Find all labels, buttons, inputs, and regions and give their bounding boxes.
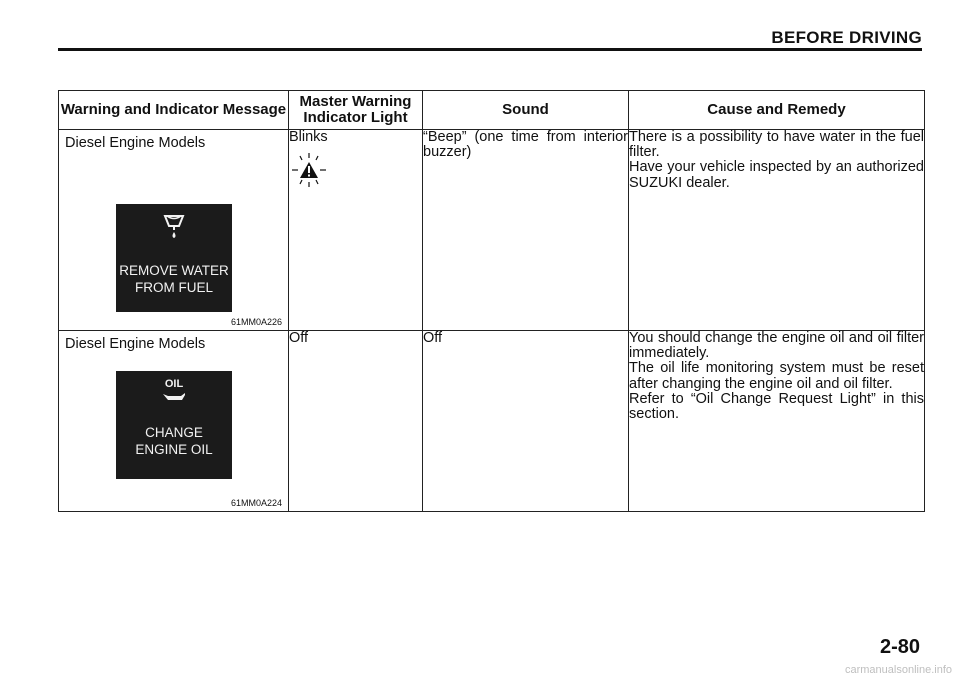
model-label: Diesel Engine Models: [65, 336, 206, 352]
cause-paragraph: You should change the engine oil and oil filter immediately.: [629, 330, 924, 362]
message-cell: [59, 130, 289, 331]
remove-water-display: [116, 204, 232, 312]
master-warning-cell: [289, 331, 423, 512]
table-row: [59, 130, 925, 331]
cause-paragraph: Refer to “Oil Change Request Light” in this section.: [629, 390, 924, 423]
cause-paragraph: There is a possibility to have water in the fuel filter.: [629, 129, 924, 161]
message-cell: [59, 331, 289, 512]
panel-line-1: REMOVE WATER: [119, 262, 229, 278]
panel-line-1: CHANGE: [145, 424, 203, 440]
image-code: 61MM0A224: [230, 497, 282, 508]
header-message: Warning and Indicator Message: [59, 91, 289, 130]
master-status: Off: [289, 330, 309, 346]
watermark: carmanualsonline.info: [844, 664, 952, 676]
image-code: 61MM0A226: [230, 316, 282, 327]
sound-cell: “Beep” (one time from interior buzzer): [423, 130, 629, 331]
panel-line-2: ENGINE OIL: [135, 441, 213, 457]
panel-line-2: FROM FUEL: [134, 279, 213, 295]
page-number: 2-80: [879, 636, 920, 658]
section-title: BEFORE DRIVING: [771, 28, 922, 47]
cause-paragraph: The oil life monitoring system must be reset after changing the engine oil and oil filter.: [629, 360, 924, 392]
cause-paragraph: Have your vehicle inspected by an authorized SUZUKI dealer.: [629, 159, 924, 191]
cause-remedy-cell: [629, 331, 925, 512]
master-status: Blinks: [289, 129, 328, 145]
fuel-filter-water-icon: [162, 210, 186, 240]
table-row: [59, 331, 925, 512]
oil-label: OIL: [164, 378, 184, 390]
oil-can-icon: [161, 390, 187, 402]
header-sound: Sound: [423, 91, 629, 130]
change-engine-oil-display: [116, 371, 232, 479]
warning-indicator-table: [58, 90, 925, 512]
model-label: Diesel Engine Models: [65, 135, 206, 151]
blinking-master-warning-icon: [289, 151, 329, 189]
header-cause-remedy: Cause and Remedy: [629, 91, 925, 130]
table-header-row: [59, 91, 925, 130]
master-warning-cell: [289, 130, 423, 331]
header-rule: [58, 48, 922, 51]
header-master-warning: Master Warning Indicator Light: [289, 91, 423, 130]
cause-remedy-cell: [629, 130, 925, 331]
sound-cell: Off: [423, 331, 629, 512]
